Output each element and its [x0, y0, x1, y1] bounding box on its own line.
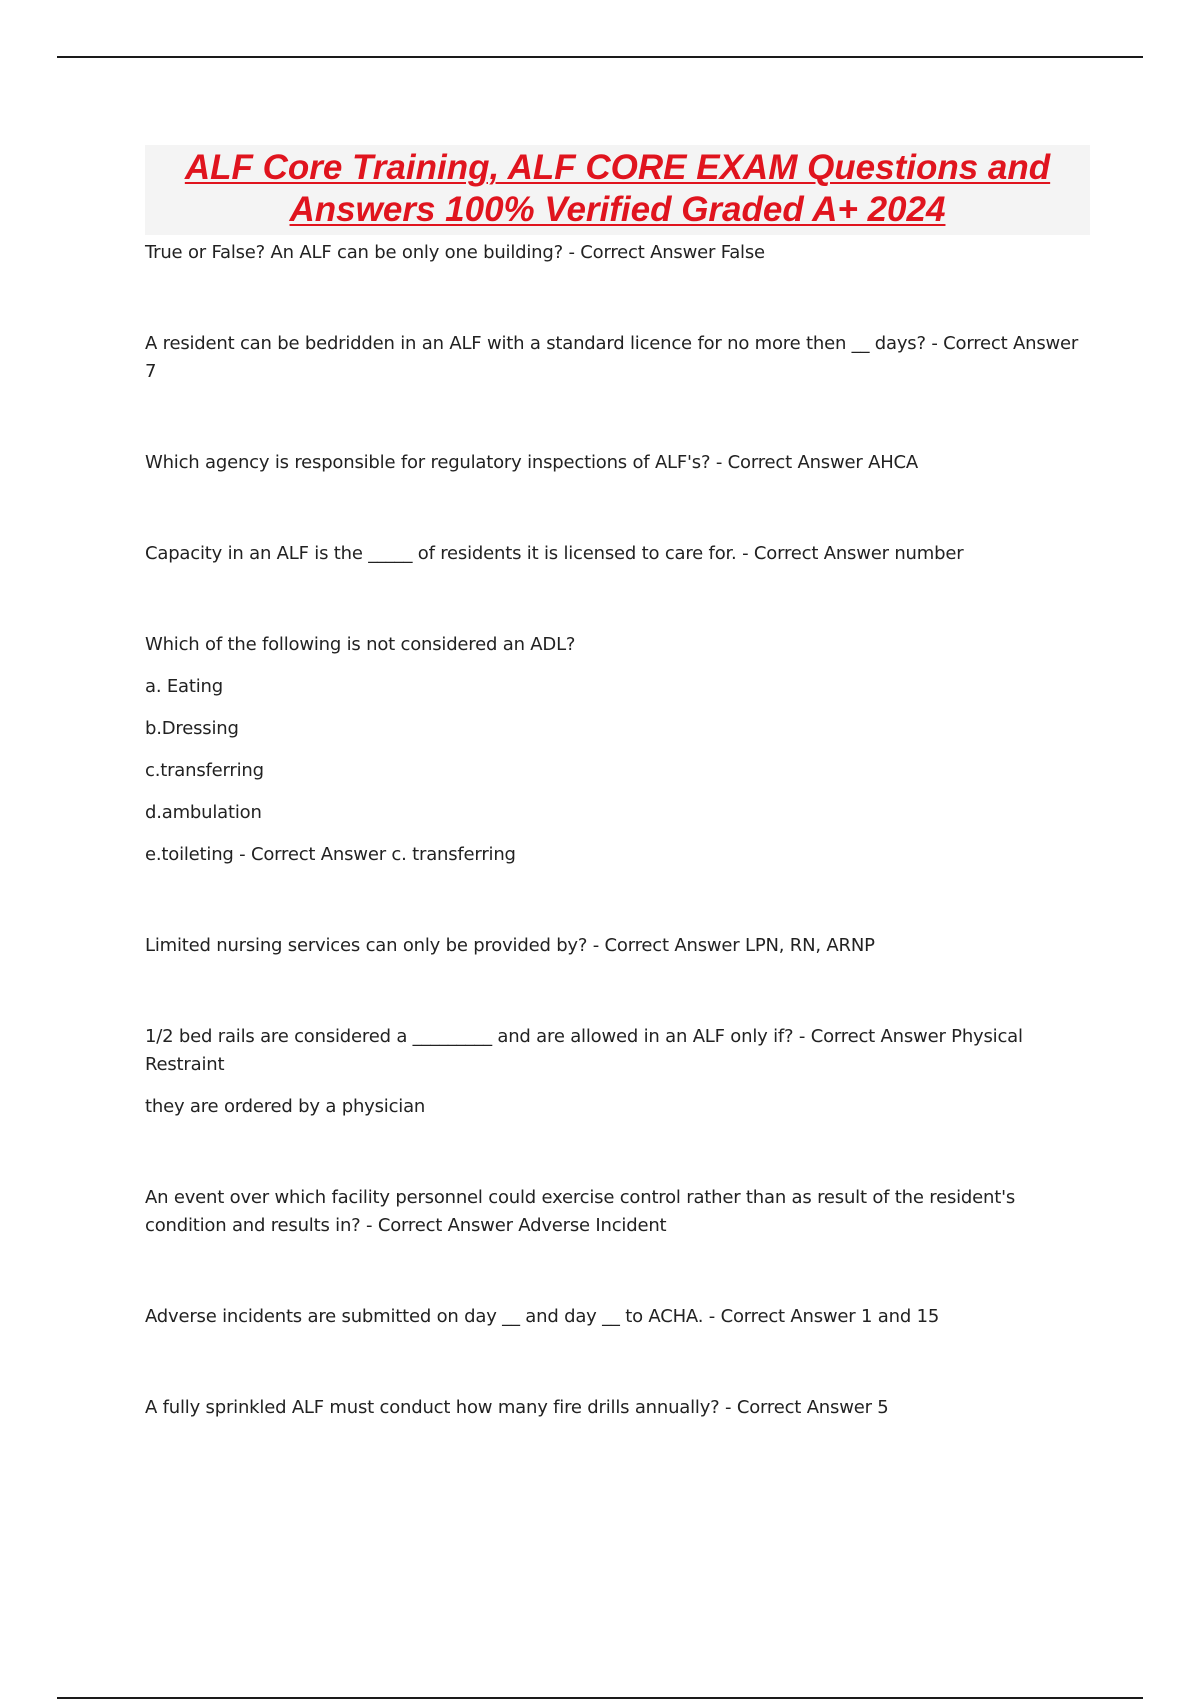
option-b: b.Dressing	[145, 718, 239, 739]
qa-item-6: Limited nursing services can only be provided by? - Correct Answer LPN, RN, ARNP	[145, 935, 875, 956]
qa-item-7-continuation: they are ordered by a physician	[145, 1096, 426, 1117]
header-rule	[57, 56, 1143, 58]
qa-item-5: Which of the following is not considered an ADL?	[145, 634, 576, 655]
option-d: d.ambulation	[145, 802, 262, 823]
qa-item-4: Capacity in an ALF is the _____ of residents it is licensed to care for. - Correct Answer number	[145, 543, 964, 564]
document-title: ALF Core Training, ALF CORE EXAM Questions and Answers 100% Verified Graded A+ 2024	[184, 148, 1051, 229]
qa-item-2: A resident can be bedridden in an ALF with a standard licence for no more then __ days? - Correct Answer 7	[145, 333, 1079, 382]
option-e: e.toileting - Correct Answer c. transferring	[145, 844, 516, 865]
footer-rule	[57, 1697, 1143, 1699]
qa-item-8: An event over which facility personnel could exercise control rather than as result of the resident's condition and results in? - Correct Answer Adverse Incident	[145, 1187, 1016, 1236]
qa-item-10: A fully sprinkled ALF must conduct how many fire drills annually? - Correct Answer 5	[145, 1397, 889, 1418]
option-a: a. Eating	[145, 676, 223, 697]
qa-item-3: Which agency is responsible for regulatory inspections of ALF's? - Correct Answer AHCA	[145, 452, 919, 473]
option-c: c.transferring	[145, 760, 264, 781]
document-body	[145, 145, 1090, 1422]
qa-item-1: True or False? An ALF can be only one building? - Correct Answer False	[145, 242, 765, 263]
qa-item-7: 1/2 bed rails are considered a _________ and are allowed in an ALF only if? - Correct Answer Physical Restraint	[145, 1026, 1023, 1075]
qa-item-9: Adverse incidents are submitted on day __ and day __ to ACHA. - Correct Answer 1 and 15	[145, 1306, 940, 1327]
title-box	[145, 145, 1090, 235]
